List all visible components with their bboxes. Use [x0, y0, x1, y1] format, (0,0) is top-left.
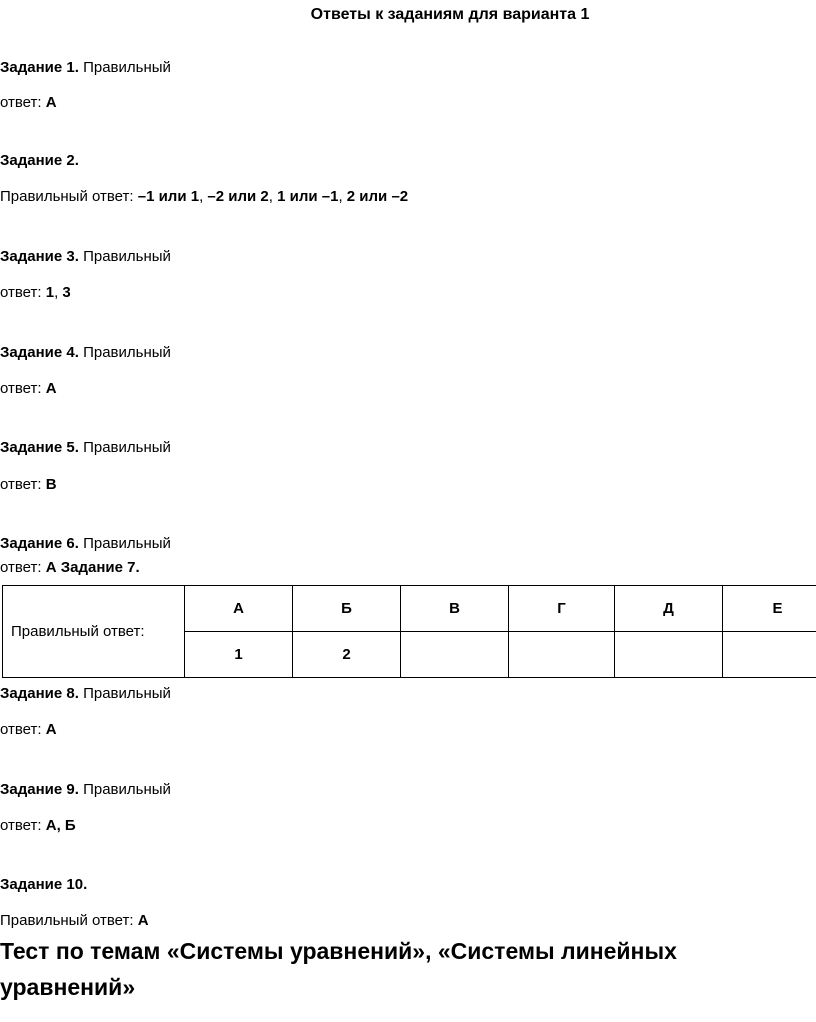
task-3-question — [0, 248, 171, 266]
task-4-question — [0, 344, 171, 362]
task-2-answer-part-3: 1 или –1 — [277, 188, 339, 205]
table-row-label: Правильный ответ: — [3, 586, 185, 678]
table-header-cell: Б — [293, 586, 401, 632]
task-5-answer — [0, 476, 57, 494]
table-header-cell: А — [185, 586, 293, 632]
answer-prefix: ответ: — [0, 721, 46, 738]
task-3-answer-part-1: 1 — [45, 284, 55, 301]
section-heading-line-1: Тест по темам «Системы уравнений», «Системы линейных — [0, 938, 677, 964]
task-1-question — [0, 59, 171, 77]
task-10-label: Задание 10. — [0, 876, 88, 893]
task-7-label: Задание 7. — [60, 559, 140, 576]
task-9-label: Задание 9. — [0, 781, 79, 798]
table-value-cell — [401, 632, 509, 678]
answer-prefix: ответ: — [0, 559, 46, 576]
table-header-cell: В — [401, 586, 509, 632]
task-9-question — [0, 781, 171, 799]
answer-prefix: ответ: — [0, 94, 46, 111]
task-1-intro: Правильный — [78, 59, 171, 76]
task-6-intro: Правильный — [78, 535, 171, 552]
section-heading-line-2: уравнений» — [0, 974, 136, 1000]
task-9-answer — [0, 817, 76, 835]
table-value-cell: 1 — [185, 632, 293, 678]
task-6-answer-value: А — [45, 559, 57, 576]
table-header-cell: Д — [615, 586, 723, 632]
task-4-intro: Правильный — [78, 344, 171, 361]
task-3-intro: Правильный — [78, 248, 171, 265]
answer-prefix: ответ: — [0, 380, 46, 397]
task-7-answer-table — [2, 585, 816, 678]
task-5-intro: Правильный — [78, 439, 171, 456]
task-2-answer — [0, 188, 408, 206]
separator: , — [268, 188, 278, 205]
task-8-intro: Правильный — [78, 685, 171, 702]
task-3-answer — [0, 284, 71, 302]
table-value-cell — [615, 632, 723, 678]
task-8-label: Задание 8. — [0, 685, 79, 702]
task-5-label: Задание 5. — [0, 439, 79, 456]
task-4-answer-value: А — [45, 380, 57, 397]
task-8-answer-value: А — [45, 721, 57, 738]
page-title: Ответы к заданиям для варианта 1 — [310, 6, 590, 23]
answer-prefix: ответ: — [0, 476, 46, 493]
separator: , — [338, 188, 347, 205]
separator: , — [199, 188, 208, 205]
task-5-answer-value: В — [45, 476, 57, 493]
task-6-label: Задание 6. — [0, 535, 79, 552]
task-4-answer — [0, 380, 57, 398]
table-header-cell: Г — [509, 586, 615, 632]
table-value-cell — [509, 632, 615, 678]
task-8-answer — [0, 721, 57, 739]
task-9-answer-value: А, Б — [45, 817, 76, 834]
task-1-answer — [0, 94, 57, 112]
task-1-label: Задание 1. — [0, 59, 79, 76]
table-value-cell — [723, 632, 816, 678]
separator: , — [54, 284, 63, 301]
task-6-answer — [0, 559, 140, 577]
task-3-answer-part-2: 3 — [62, 284, 71, 301]
task-2-label: Задание 2. — [0, 152, 79, 169]
table-header-cell: Е — [723, 586, 816, 632]
task-10-answer-value: А — [137, 912, 149, 929]
task-10-answer — [0, 912, 149, 930]
task-2-answer-part-1: –1 или 1 — [137, 188, 200, 205]
task-2-answer-part-4: 2 или –2 — [346, 188, 409, 205]
task-5-question — [0, 439, 171, 457]
task-1-answer-value: А — [45, 94, 57, 111]
task-3-label: Задание 3. — [0, 248, 79, 265]
answer-prefix: Правильный ответ: — [0, 912, 138, 929]
table-value-cell: 2 — [293, 632, 401, 678]
task-6-question — [0, 535, 171, 553]
answer-prefix: ответ: — [0, 284, 46, 301]
task-8-question — [0, 685, 171, 703]
task-4-label: Задание 4. — [0, 344, 79, 361]
table-row — [3, 586, 816, 632]
answer-prefix: Правильный ответ: — [0, 188, 138, 205]
task-9-intro: Правильный — [78, 781, 171, 798]
answer-prefix: ответ: — [0, 817, 46, 834]
task-2-answer-part-2: –2 или 2 — [207, 188, 269, 205]
